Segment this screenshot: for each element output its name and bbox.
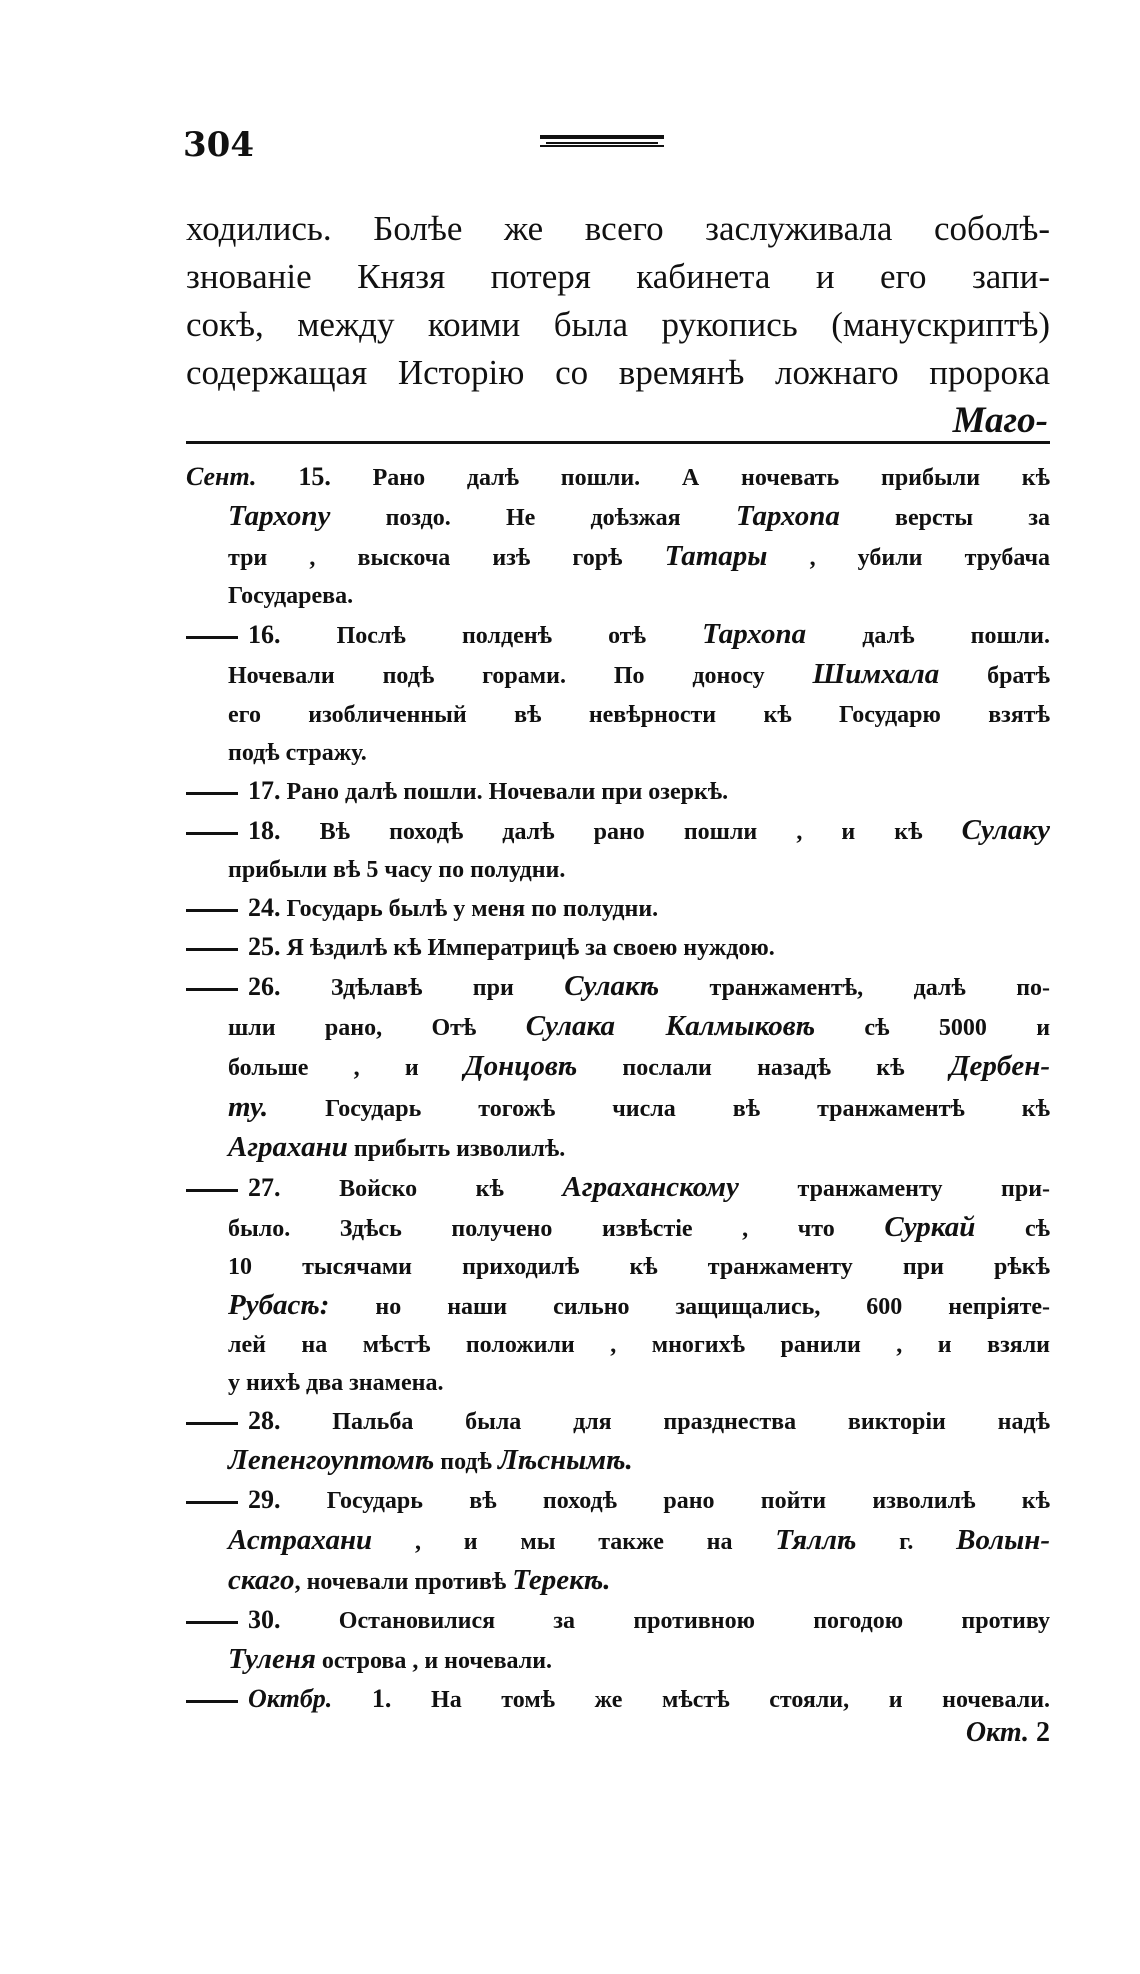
month-label: Октбр. — [248, 1683, 333, 1713]
entry-text: сѣ 5000 и — [864, 1015, 1051, 1042]
entry-text: его изобличенный вѣ невѣрности кѣ Государю взятѣ — [228, 701, 1050, 728]
entry-text: три , выскоча изѣ горѣ — [228, 545, 623, 572]
entry-text: послали назадѣ кѣ — [622, 1055, 905, 1082]
day-number: 18. — [248, 815, 281, 845]
day-number: 28. — [248, 1406, 281, 1436]
diary-entry-sep-15 — [186, 458, 1050, 615]
entry-text: версты за — [895, 505, 1051, 532]
day-number: 30. — [248, 1604, 281, 1634]
entry-text: Государь тогожѣ числа вѣ транжаментѣ кѣ — [325, 1095, 1050, 1122]
entry-text: Рано далѣ пошли. А ночевать прибыли кѣ — [372, 465, 1051, 491]
place-name: Дербен- — [949, 1050, 1051, 1083]
entry-text: Послѣ полденѣ отѣ — [336, 623, 646, 650]
place-name: Тархопу — [228, 500, 331, 533]
ship-name: Тяллѣ — [775, 1523, 857, 1556]
month-label: Сент. — [186, 462, 257, 491]
day-number: 15. — [298, 462, 331, 491]
place-name: Лѣснымѣ. — [497, 1444, 633, 1477]
entry-text: Ночевали подѣ горами. По доносу — [228, 663, 765, 690]
entry-text: , и мы также на — [414, 1528, 733, 1555]
diary-entry-sep-29 — [186, 1481, 1050, 1600]
entry-text: острова , и ночевали. — [321, 1647, 553, 1674]
entry-text: Остановилися за противною погодою противу — [338, 1607, 1051, 1634]
page-number: 304 — [183, 125, 254, 165]
place-name: Тархопа — [735, 500, 840, 533]
day-number: 25. — [248, 932, 281, 962]
entry-text: , ночевали противѣ — [294, 1568, 507, 1595]
ditto-dash — [186, 988, 238, 991]
entry-text: поздо. Не доѣзжая — [385, 505, 681, 532]
people-name: Донцовѣ — [463, 1050, 578, 1083]
entry-text: транжаменту при- — [797, 1175, 1051, 1202]
place-name: Рубасѣ: — [228, 1288, 330, 1321]
place-name: Аграханскому — [562, 1170, 739, 1203]
person-name: Суркай — [884, 1210, 976, 1243]
place-name: Аграхани — [228, 1130, 348, 1163]
entry-text: Государева. — [228, 583, 354, 610]
person-name: Лепенгоуптомѣ — [228, 1444, 435, 1477]
day-number: 24. — [248, 893, 281, 923]
diary-entry-sep-16 — [186, 615, 1050, 771]
person-name: Волын- — [956, 1523, 1050, 1556]
diary-entry-sep-26 — [186, 967, 1050, 1167]
entry-text: г. — [899, 1528, 914, 1555]
entry-text: Войско кѣ — [339, 1175, 504, 1202]
ditto-dash — [186, 1422, 238, 1425]
ditto-dash — [186, 1501, 238, 1504]
header-ornament-rule — [540, 134, 664, 148]
entry-text: транжаментѣ, далѣ по- — [709, 975, 1051, 1002]
place-name: ту. — [228, 1090, 269, 1123]
diary-entry-sep-30 — [186, 1601, 1050, 1680]
entry-text: , убили трубача — [809, 545, 1050, 572]
person-name: Шимхала — [812, 658, 940, 691]
day-number: 29. — [248, 1485, 281, 1515]
person-name: скаго — [228, 1563, 295, 1596]
entry-text: подѣ стражу. — [228, 739, 367, 766]
main-text-line: содержащая Исторію со времянѣ ложнаго пророка — [186, 353, 1050, 392]
ditto-dash — [186, 1189, 238, 1192]
diary-entry-oct-1 — [186, 1680, 1050, 1719]
main-text-line: сокѣ, между коими была рукопись (манускриптѣ) — [186, 305, 1050, 344]
diary-entry-sep-17 — [186, 772, 1050, 811]
entry-text: Государь былѣ у меня по полудни. — [286, 896, 659, 923]
place-name: Терекѣ. — [512, 1563, 611, 1596]
main-text-line: знованіе Князя потеря кабинета и его запи- — [186, 257, 1050, 296]
catchword-number: 2 — [1036, 1717, 1050, 1748]
entry-text: Государь вѣ походѣ рано пойти изволилѣ кѣ — [326, 1488, 1050, 1515]
ditto-dash — [186, 909, 238, 912]
diary-entry-sep-28 — [186, 1402, 1050, 1481]
day-number: 1. — [371, 1683, 392, 1713]
place-name: Туленя — [228, 1642, 316, 1675]
place-name: Сулакѣ — [564, 970, 660, 1003]
entry-text: прибыть изволилѣ. — [353, 1135, 566, 1162]
main-text-catchword-line — [186, 397, 1050, 445]
diary-entry-sep-24 — [186, 889, 1050, 928]
entry-text: Пальба была для празднества викторіи надѣ — [332, 1409, 1050, 1436]
entry-text: Вѣ походѣ далѣ рано пошли , и кѣ — [319, 818, 923, 845]
entry-text: шли рано, Отѣ — [228, 1015, 477, 1042]
people-name: Сулака Калмыковѣ — [525, 1010, 816, 1043]
day-number: 27. — [248, 1172, 281, 1202]
catchword: Маго- — [952, 400, 1048, 441]
ditto-dash — [186, 832, 238, 835]
entry-text: далѣ пошли. — [862, 623, 1051, 650]
day-number: 16. — [248, 620, 281, 650]
entry-text: 10 тысячами приходилѣ кѣ транжаменту при рѣкѣ — [228, 1253, 1050, 1280]
entry-text: братѣ — [987, 663, 1050, 690]
entry-text: сѣ — [1024, 1215, 1051, 1242]
place-name: Сулаку — [961, 813, 1050, 846]
ditto-dash — [186, 1621, 238, 1624]
entry-text: больше , и — [228, 1055, 419, 1082]
entry-text: Я ѣздилѣ кѣ Императрицѣ за своею нуждою. — [286, 935, 775, 962]
ditto-dash — [186, 948, 238, 951]
ditto-dash — [186, 1700, 238, 1703]
place-name: Астрахани — [228, 1523, 373, 1556]
entry-text: у нихѣ два знамена. — [228, 1370, 444, 1397]
entry-text: подѣ — [440, 1449, 492, 1476]
place-name: Тархопа — [702, 618, 807, 651]
entry-text: было. Здѣсь получено извѣстіе , что — [228, 1215, 835, 1242]
people-name: Татары — [664, 540, 768, 573]
catchword-month: Окт. — [965, 1717, 1029, 1748]
entry-text: Здѣлавѣ при — [330, 975, 514, 1002]
bottom-catchword — [966, 1717, 1050, 1749]
diary-entry-sep-27 — [186, 1168, 1050, 1403]
day-number: 26. — [248, 972, 281, 1002]
entry-text: На томѣ же мѣстѣ стояли, и ночевали. — [431, 1686, 1051, 1713]
footnote-divider — [186, 441, 1050, 444]
entry-text: но наши сильно защищались, 600 непріяте- — [375, 1293, 1051, 1320]
entry-text: Рано далѣ пошли. Ночевали при озеркѣ. — [286, 778, 729, 805]
entry-text: прибыли вѣ 5 часу по полудни. — [228, 856, 566, 883]
ditto-dash — [186, 636, 238, 639]
ditto-dash — [186, 792, 238, 795]
main-text-block — [186, 205, 1050, 445]
day-number: 17. — [248, 775, 281, 805]
entry-text: лей на мѣстѣ положили , многихѣ ранили , и взяли — [228, 1332, 1050, 1359]
diary-entry-sep-18 — [186, 811, 1050, 889]
diary-notes — [186, 458, 1050, 1719]
diary-entry-sep-25 — [186, 928, 1050, 967]
main-text-line: ходились. Болѣе же всего заслуживала соболѣ- — [186, 209, 1050, 248]
